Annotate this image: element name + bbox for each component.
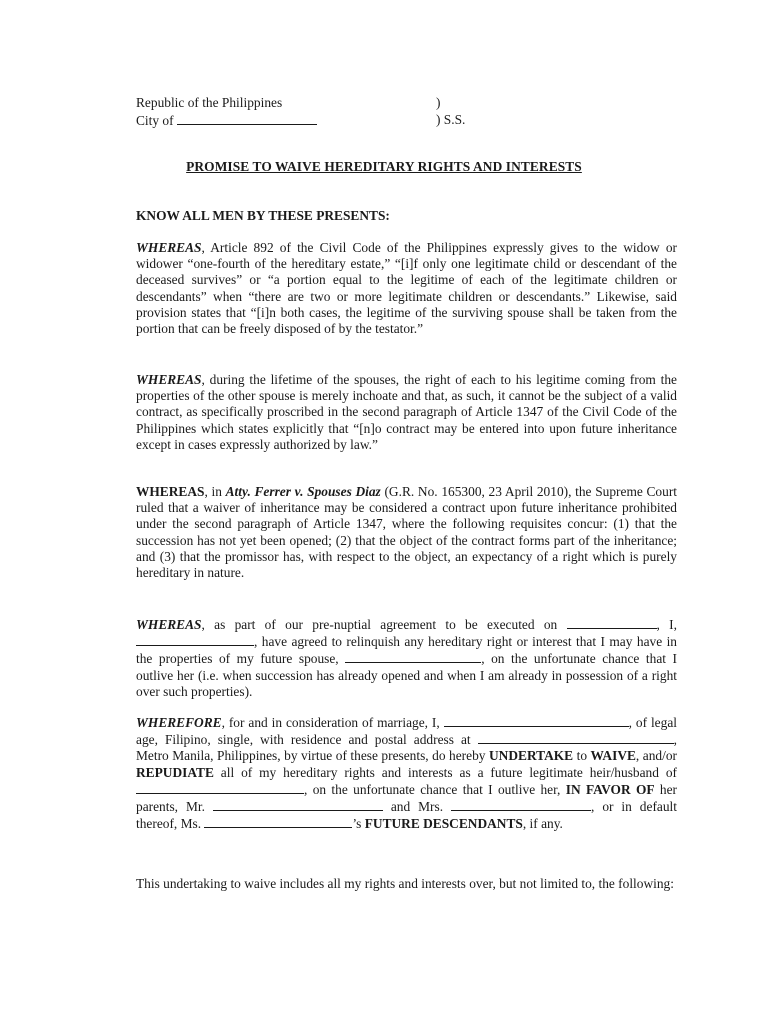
paragraph-text: , have agreed to relinquish any hereditary right or interest that I may have in the properties of my future spouse, (136, 634, 677, 667)
spouse-name-blank (204, 815, 352, 828)
future-descendants-keyword: FUTURE DESCENDANTS (364, 816, 523, 832)
whereas-paragraph-2 (136, 372, 677, 453)
address-blank (478, 731, 674, 744)
city-label: City of (136, 113, 174, 128)
paragraph-text: , if any. (522, 816, 563, 832)
whereas-lead: WHEREAS (136, 372, 202, 387)
paragraph-text: , in (204, 484, 226, 499)
name-blank (444, 714, 629, 727)
case-citation: Atty. Ferrer v. Spouses Diaz (225, 484, 381, 499)
paragraph-text: This undertaking to waive includes all my rights and interests over, but not limited to, the following: (136, 876, 674, 891)
city-blank (177, 111, 317, 125)
father-name-blank (213, 798, 383, 811)
mother-name-blank (451, 798, 591, 811)
paragraph-text: , Metro Manila, Philippines, by virtue of these presents, do hereby (136, 732, 677, 764)
whereas-paragraph-4 (136, 616, 677, 700)
paragraph-text: , during the lifetime of the spouses, the right of each to his legitime coming from the properties of the other spouse is merely inchoate and that, as such, it cannot be the subject of a valid contract, as specifically proscribed in the second paragraph of Article 1347 of the Civil Code of the Philippines which states explicitly that “[n]o contract may be entered into upon future inheritance except in cases expressly authorized by law.” (136, 372, 677, 452)
venue-line-1 (136, 94, 441, 111)
whereas-lead: WHEREAS (136, 617, 202, 632)
know-all-heading: KNOW ALL MEN BY THESE PRESENTS: (136, 208, 390, 223)
paragraph-text: , of legal age, Filipino, single, with residence and postal address at (136, 715, 677, 748)
whereas-lead: WHEREAS (136, 240, 202, 255)
whereas-lead: WHEREAS (136, 484, 205, 499)
in-favor-keyword: IN FAVOR OF (565, 781, 655, 797)
repudiate-keyword: REPUDIATE (136, 764, 214, 780)
ss-label: ) S.S. (436, 112, 466, 127)
paragraph-text: , I, (656, 617, 677, 632)
name-blank (136, 633, 254, 646)
venue-line-2 (136, 111, 466, 129)
undertaking-paragraph (136, 876, 677, 892)
spouse-blank (136, 781, 304, 794)
wherefore-paragraph (136, 714, 677, 832)
date-blank (567, 616, 657, 629)
whereas-paragraph-1 (136, 240, 677, 337)
paragraph-text: , or in default thereof, Ms. (136, 799, 677, 832)
paragraph-text: to (573, 748, 591, 764)
whereas-paragraph-3 (136, 484, 677, 581)
venue-paren: ) (436, 95, 441, 110)
paragraph-text: (G.R. No. 165300, 23 April 2010), the Supreme Court ruled that a waiver of inheritance may be considered a contract upon future inheritance prohibited under the second paragraph of Article 1347, where the following requisites concur: (1) that the succession has not yet been opened; (2) that the object of the contract forms part of the inheritance; and (3) that the promissor has, with respect to the object, an expectancy of a right which is purely hereditary in nature. (136, 484, 677, 581)
paragraph-text: , on the unfortunate chance that I outlive her (i.e. when succession has already opened and when I am already in possession of a right over such properties). (136, 651, 677, 699)
paragraph-text: , Article 892 of the Civil Code of the Philippines expressly gives to the widow or widower “one-fourth of the hereditary estate,” “[i]f only one legitimate child or descendant of the deceased survives” or “a portion equal to the legitime of each of the legitimate children or descendants” when “there are two or more legitimate children or descendants.” Likewise, said provision states that “[i]n both cases, the legitime of the surviving spouse shall be taken from the portion that can be freely disposed of by the testator.” (136, 240, 677, 337)
paragraph-text: , for and in consideration of marriage, I, (221, 715, 440, 730)
paragraph-text: her parents, Mr. (136, 781, 678, 815)
undertake-keyword: UNDERTAKE (489, 748, 574, 764)
paragraph-text: , and/or (635, 748, 677, 764)
paragraph-text: , on the unfortunate chance that I outlive her, (304, 781, 561, 797)
paragraph-text: all of my hereditary rights and interests as a future legitimate heir/husband of (213, 764, 677, 780)
document-title: PROMISE TO WAIVE HEREDITARY RIGHTS AND INTERESTS (186, 159, 582, 174)
paragraph-text: , as part of our pre-nuptial agreement to be executed on (201, 617, 558, 632)
paragraph-text: ’s (352, 816, 362, 832)
waive-keyword: WAIVE (590, 748, 636, 764)
paragraph-text: and Mrs. (382, 799, 444, 815)
republic-label: Republic of the Philippines (136, 95, 283, 110)
wherefore-lead: WHEREFORE (136, 715, 222, 730)
spouse-blank (345, 650, 481, 663)
